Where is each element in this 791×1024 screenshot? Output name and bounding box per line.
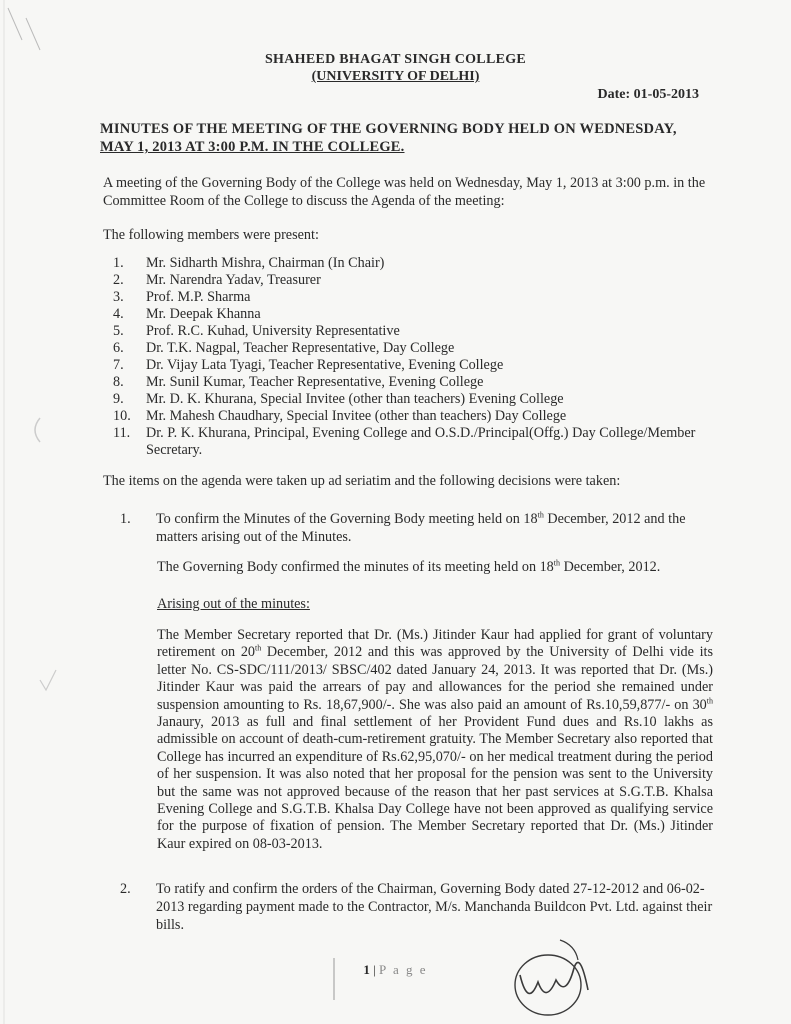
university-name: (UNIVERSITY OF DELHI)	[311, 69, 480, 84]
punch-hole-mark	[35, 418, 40, 442]
list-item: 1. Mr. Sidharth Mishra, Chairman (In Chair)	[113, 255, 385, 271]
members-heading: The following members were present:	[103, 227, 319, 243]
agenda-item-1	[120, 510, 720, 546]
minutes-title	[100, 120, 720, 156]
item-number: 1.	[120, 511, 131, 527]
list-item: 8. Mr. Sunil Kumar, Teacher Representative, Evening College	[113, 374, 484, 390]
title-line-2: MAY 1, 2013 AT 3:00 P.M. IN THE COLLEGE.	[100, 139, 405, 155]
item-1-decision: The Governing Body confirmed the minutes of its meeting held on 18th December, 2012.	[157, 558, 661, 575]
arising-paragraph: The Member Secretary reported that Dr. (Ms.) Jitinder Kaur had applied for grant of voluntary retirement on 20th December, 2012 and this was approved by the University of Delhi vide its letter No. CS-SDC/111/2013/ SBSC/402 dated January 24, 2013. It was reported that Dr. (Ms.) Jitinder Kaur was paid the arrears of pay and allowances for the period she remained under suspension amounting to Rs. 18,67,900/-. She was also paid an amount of Rs.10,59,877/- on 30th Janaury, 2013 as full and final settlement of her Provident Fund dues and Rs.10 lakhs as admissible on account of death-cum-retirement gratuity. The Member Secretary also reported that College has incurred an expenditure of Rs.62,95,070/- on her medical treatment during the period of her suspension. It was also noted that her proposal for the pension was sent to the University but the same was not approved because of the reason that her past services at S.G.T.B. Khalsa Evening College and S.G.T.B. Khalsa Day College have not been approved as qualifying service for the purpose of fixation of pension. The Member Secretary reported that Dr. (Ms.) Jitinder Kaur expired on 08-03-2013.	[157, 627, 714, 852]
list-item: 7. Dr. Vijay Lata Tyagi, Teacher Representative, Evening College	[113, 357, 504, 373]
item-text: To ratify and confirm the orders of the Chairman, Governing Body dated 27-12-2012 and 06-02-2013 regarding payment made to the Contractor, M/s. Manchanda Buildcon Pvt. Ltd. against their bills.	[156, 881, 713, 933]
item-number: 2.	[120, 881, 131, 897]
title-line-1: MINUTES OF THE MEETING OF THE GOVERNING BODY HELD ON WEDNESDAY,	[100, 121, 677, 137]
list-item: 9. Mr. D. K. Khurana, Special Invitee (other than teachers) Evening College	[113, 391, 564, 407]
list-item: 6. Dr. T.K. Nagpal, Teacher Representative, Day College	[113, 340, 455, 356]
members-list	[103, 255, 703, 459]
list-item: 3. Prof. M.P. Sharma	[113, 289, 251, 305]
intro-paragraph: A meeting of the Governing Body of the College was held on Wednesday, May 1, 2013 at 3:00 p.m. in the Committee Room of the College to discuss the Agenda of the meeting:	[103, 175, 706, 209]
arising-heading: Arising out of the minutes:	[157, 596, 310, 612]
page-footer	[0, 962, 791, 978]
item-text: To confirm the Minutes of the Governing Body meeting held on 18th December, 2012 and the matters arising out of the Minutes.	[156, 510, 686, 545]
corner-mark	[8, 8, 40, 50]
agenda-intro: The items on the agenda were taken up ad seriatim and the following decisions were taken:	[103, 473, 621, 489]
college-name: SHAHEED BHAGAT SINGH COLLEGE	[264, 52, 527, 67]
page-word: P a g e	[379, 962, 428, 977]
list-item: 4. Mr. Deepak Khanna	[113, 306, 261, 322]
list-item: 2. Mr. Narendra Yadav, Treasurer	[113, 272, 321, 288]
page-separator: |	[369, 962, 380, 977]
document-date: Date: 01-05-2013	[597, 87, 699, 102]
list-item: 10. Mr. Mahesh Chaudhary, Special Invitee (other than teachers) Day College	[113, 408, 567, 424]
agenda-item-2	[120, 880, 720, 934]
list-item: 5. Prof. R.C. Kuhad, University Representative	[113, 323, 400, 339]
page-number: 1	[363, 962, 370, 977]
tick-mark	[40, 670, 56, 690]
list-item: 11. Dr. P. K. Khurana, Principal, Evening College and O.S.D./Principal(Offg.) Day College/Member Secretary.	[113, 425, 696, 458]
